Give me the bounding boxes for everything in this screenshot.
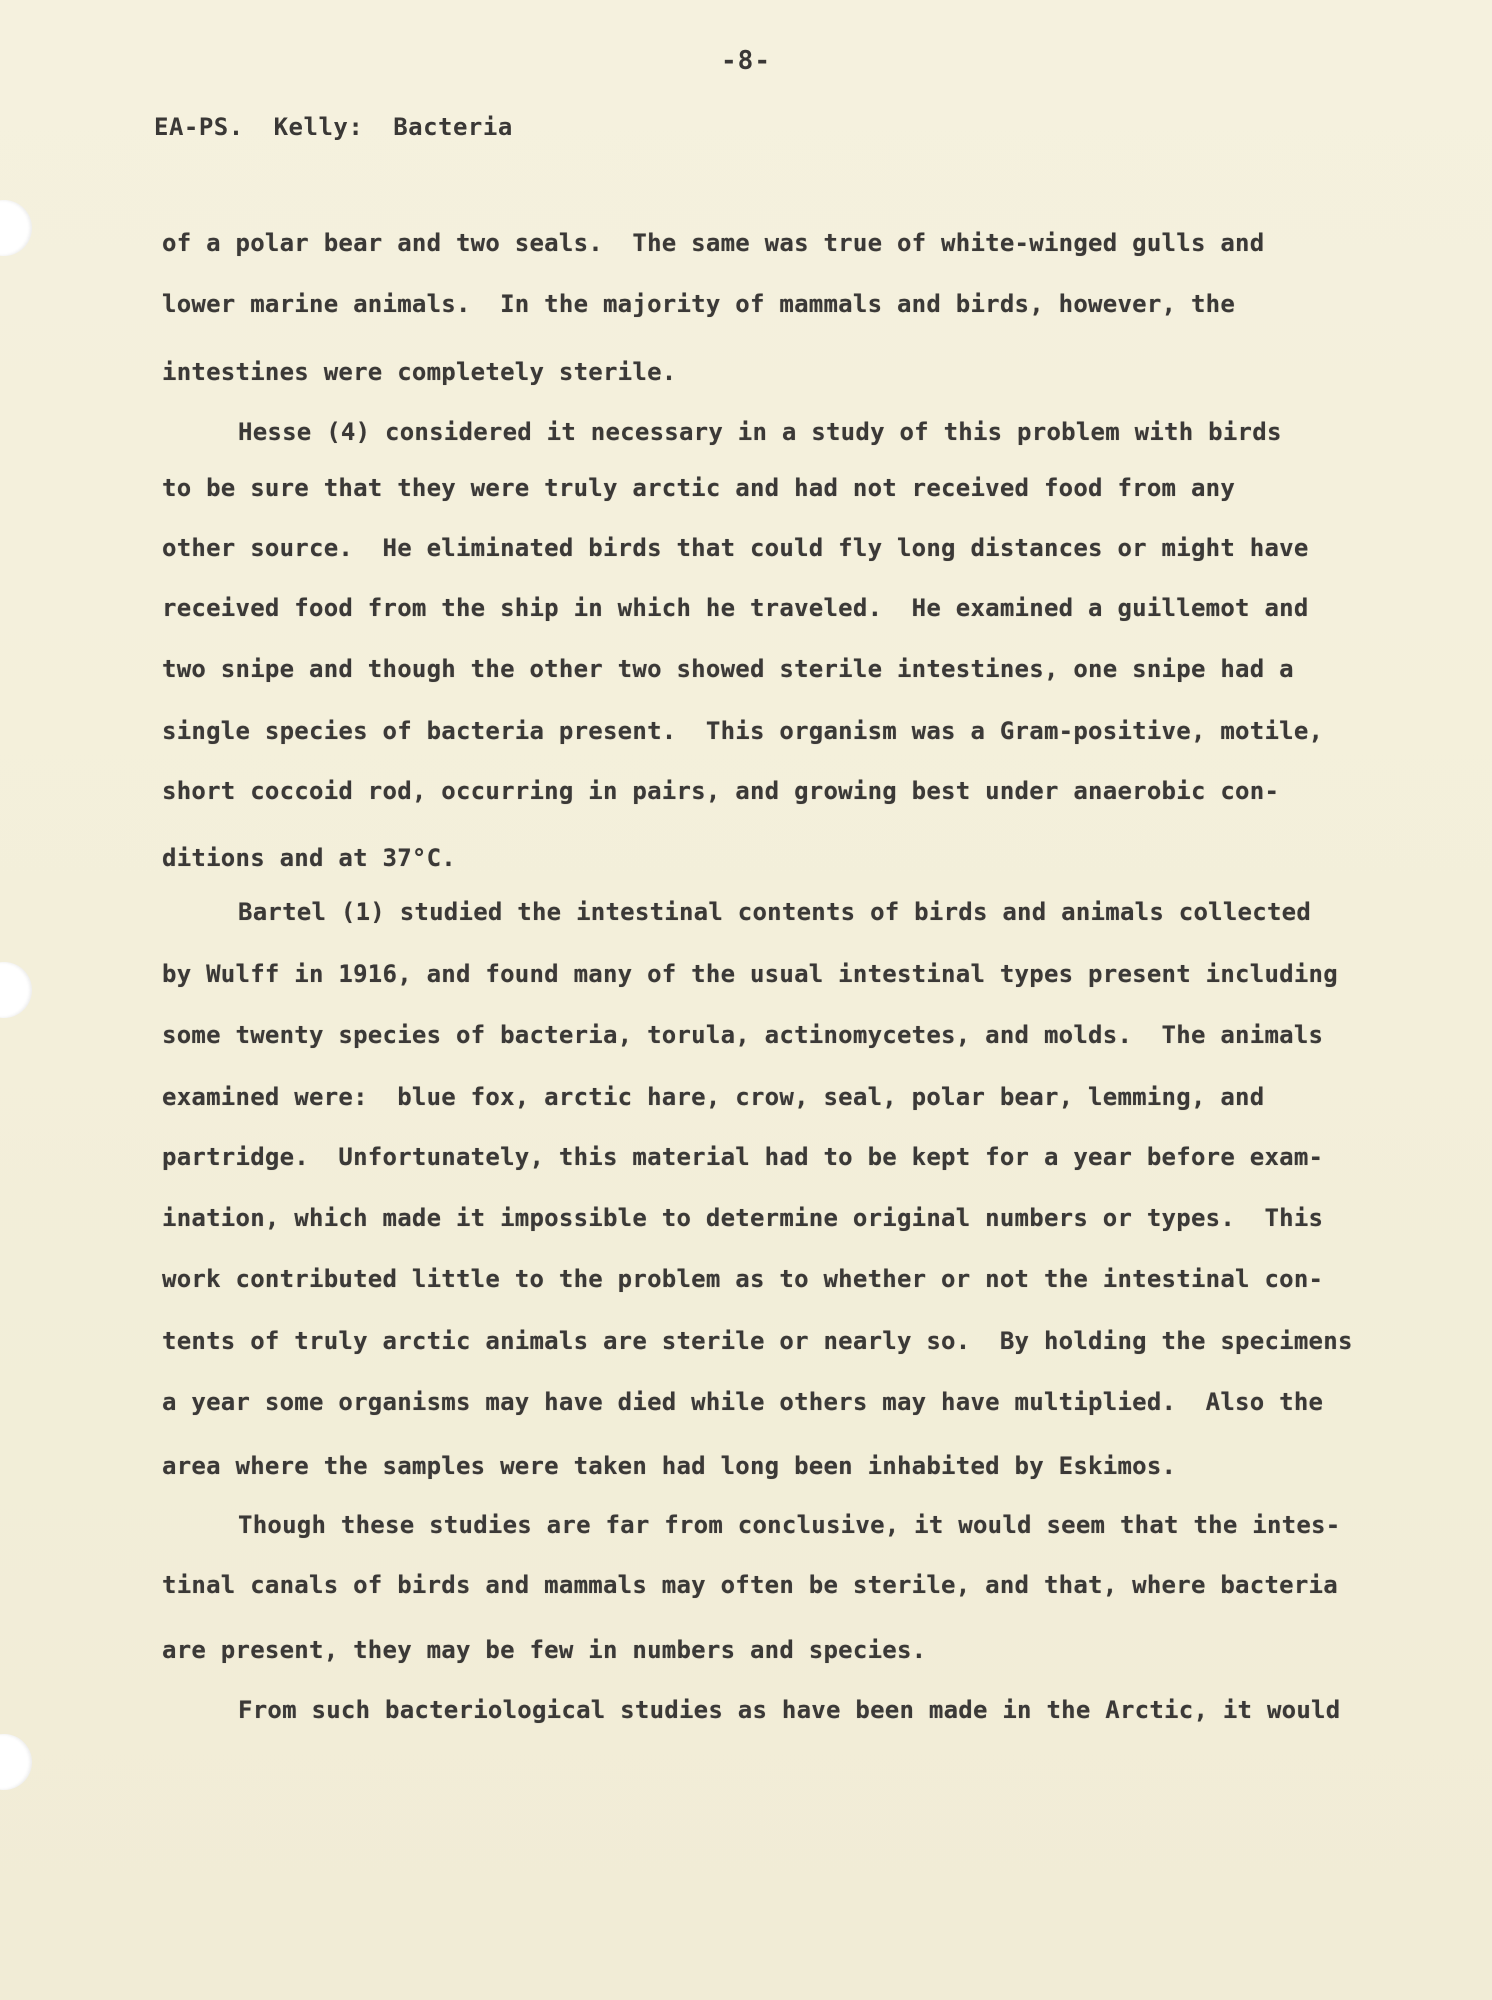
text-line: other source. He eliminated birds that could fly long distances or might have — [162, 534, 1309, 562]
text-line: area where the samples were taken had long been inhabited by Eskimos. — [162, 1452, 1177, 1480]
text-line: single species of bacteria present. This organism was a Gram-positive, motile, — [162, 717, 1324, 745]
text-line: to be sure that they were truly arctic and had not received food from any — [162, 474, 1236, 502]
text-line: Hesse (4) considered it necessary in a study of this problem with birds — [238, 418, 1282, 446]
text-line: From such bacteriological studies as have been made in the Arctic, it would — [238, 1696, 1341, 1724]
text-line: received food from the ship in which he traveled. He examined a guillemot and — [162, 594, 1309, 622]
text-line: a year some organisms may have died while others may have multiplied. Also the — [162, 1388, 1324, 1416]
text-line: ditions and at 37°C. — [162, 844, 456, 872]
text-line: work contributed little to the problem as to whether or not the intestinal con- — [162, 1265, 1324, 1293]
text-line: ination, which made it impossible to determine original numbers or types. This — [162, 1204, 1324, 1232]
running-head: EA-PS. Kelly: Bacteria — [154, 113, 513, 141]
text-line: of a polar bear and two seals. The same was true of white-winged gulls and — [162, 229, 1265, 257]
text-line: short coccoid rod, occurring in pairs, and growing best under anaerobic con- — [162, 777, 1280, 805]
text-line: tinal canals of birds and mammals may often be sterile, and that, where bacteria — [162, 1571, 1338, 1599]
text-line: are present, they may be few in numbers and species. — [162, 1636, 927, 1664]
page-number: -8- — [721, 46, 771, 76]
text-line: some twenty species of bacteria, torula, actinomycetes, and molds. The animals — [162, 1021, 1324, 1049]
text-line: partridge. Unfortunately, this material had to be kept for a year before exam- — [162, 1143, 1324, 1171]
punch-hole — [0, 200, 32, 256]
text-line: by Wulff in 1916, and found many of the usual intestinal types present including — [162, 960, 1338, 988]
text-line: intestines were completely sterile. — [162, 358, 677, 386]
text-line: lower marine animals. In the majority of mammals and birds, however, the — [162, 290, 1236, 318]
text-line: two snipe and though the other two showed sterile intestines, one snipe had a — [162, 655, 1294, 683]
punch-hole — [0, 962, 32, 1018]
text-line: Though these studies are far from conclusive, it would seem that the intes- — [238, 1511, 1341, 1539]
punch-hole — [0, 1734, 32, 1790]
text-line: examined were: blue fox, arctic hare, crow, seal, polar bear, lemming, and — [162, 1083, 1265, 1111]
text-line: Bartel (1) studied the intestinal contents of birds and animals collected — [238, 898, 1312, 926]
text-line: tents of truly arctic animals are sterile or nearly so. By holding the specimens — [162, 1327, 1353, 1355]
